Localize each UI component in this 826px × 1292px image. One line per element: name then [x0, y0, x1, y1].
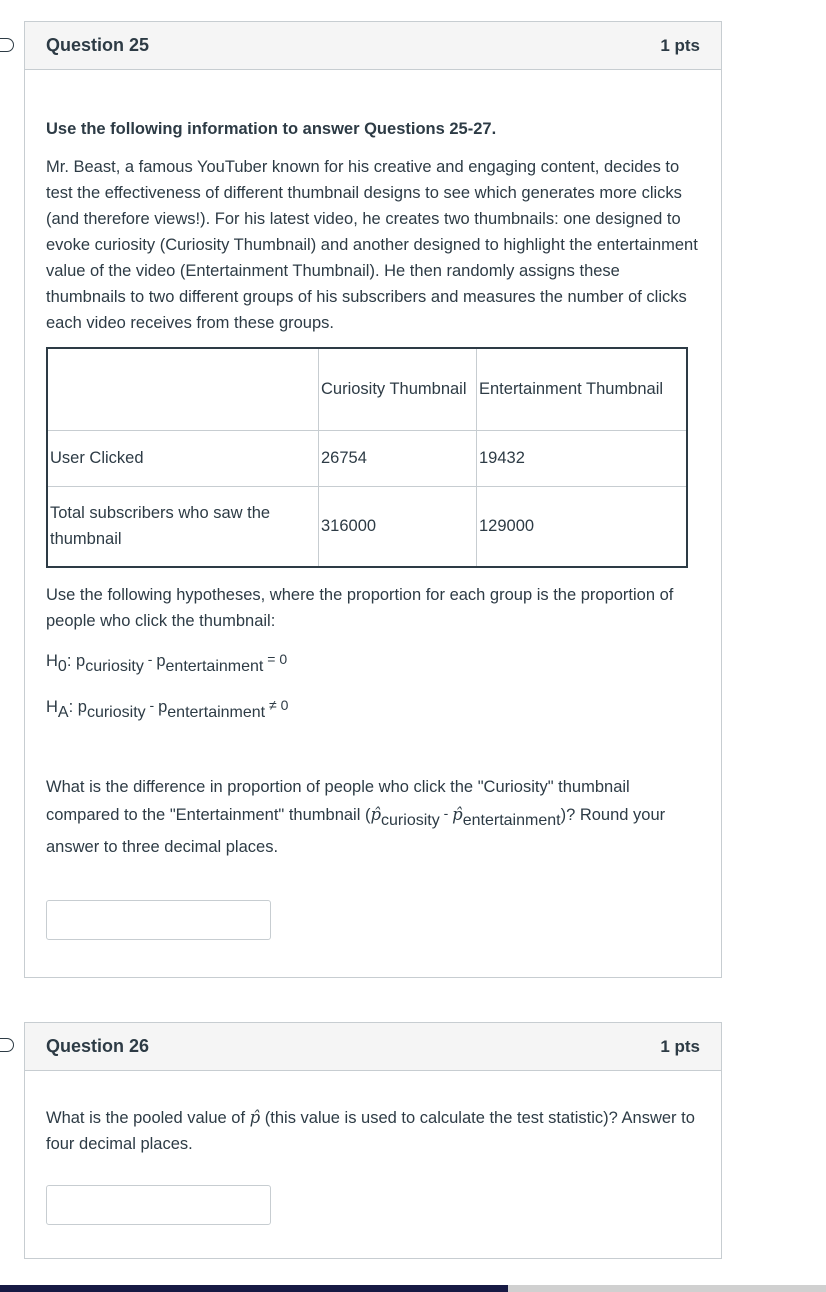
question-26-prompt [46, 1105, 700, 1157]
h0-colon: : [66, 652, 76, 670]
question-26-title: Question 26 [46, 1036, 150, 1056]
h0-relation: = 0 [263, 651, 288, 667]
q26-prompt-part2: (this value is used to calculate the test statistic)? Answer to four decimal places. [46, 1109, 695, 1153]
prompt-sub-entertainment: entertainment [462, 812, 561, 829]
q26-prompt-part1: What is the pooled value of [46, 1109, 250, 1127]
h0-sub: 0 [57, 658, 67, 675]
ha-sub-curiosity: curiosity [86, 704, 146, 721]
prompt-part1: What is the difference in proportion of people who click the "Curiosity" thumbnail compared to the "Entertainment" thumbnail ( [46, 778, 630, 824]
question-26-body [25, 1105, 721, 1225]
question-25-body [25, 116, 721, 940]
null-hypothesis [46, 646, 700, 680]
cell-entertainment: 19432 [477, 430, 688, 486]
h0-p: p [76, 652, 86, 670]
h0-p2: p [156, 652, 166, 670]
ha-p: p [77, 698, 87, 716]
h0-sub-entertainment: entertainment [165, 658, 264, 675]
q26-phat: p̂ [249, 1108, 261, 1127]
ha-p2: p [158, 698, 168, 716]
question-26 [24, 1022, 722, 1259]
phat-curiosity: p̂ [370, 805, 382, 824]
question-25-title: Question 25 [46, 35, 150, 55]
ha-letter: H [46, 698, 58, 716]
cell-curiosity: 26754 [319, 430, 477, 486]
prompt-minus: - [439, 805, 453, 821]
hypotheses-intro: Use the following hypotheses, where the proportion for each group is the proportion of people who click the thumbnail: [46, 586, 674, 630]
prompt-part2: )? Round your answer to three decimal places. [46, 806, 666, 856]
bottom-progress-bar [0, 1285, 826, 1292]
h0-sub-curiosity: curiosity [85, 658, 144, 675]
table-row [47, 486, 687, 567]
flag-question-26-icon[interactable] [0, 1038, 14, 1052]
intro-heading: Use the following information to answer Questions 25-27. [46, 120, 497, 138]
cell-entertainment: 129000 [477, 486, 688, 567]
bottom-progress-fill [0, 1285, 508, 1292]
question-25-header [25, 22, 721, 70]
ha-sub-entertainment: entertainment [167, 704, 266, 721]
ha-minus: - [145, 697, 159, 713]
table-header-empty [47, 348, 319, 430]
row-label: User Clicked [47, 430, 319, 486]
question-26-answer-input[interactable] [46, 1185, 271, 1225]
intro-text: Mr. Beast, a famous YouTuber known for his creative and engaging content, decides to test the effectiveness of different thumbnail designs to see which generates more clicks (and therefore views!). For his latest video, he creates two thumbnails: one designed to evoke curiosity (Curiosity Thumbnail) and another designed to highlight the entertainment value of the video (Entertainment Thumbnail). He then randomly assigns these thumbnails to two different groups of his subscribers and measures the number of clicks each video receives from these groups. [46, 158, 698, 332]
data-table [46, 347, 688, 568]
table-row [47, 430, 687, 486]
alternative-hypothesis [46, 692, 700, 726]
table-header-curiosity: Curiosity Thumbnail [319, 348, 477, 430]
h0-letter: H [46, 652, 58, 670]
phat-entertainment: p̂ [452, 805, 463, 824]
question-25 [24, 21, 722, 978]
table-header-entertainment: Entertainment Thumbnail [477, 348, 688, 430]
h0-minus: - [143, 651, 157, 667]
flag-question-25-icon[interactable] [0, 38, 14, 52]
ha-colon: : [68, 698, 78, 716]
question-26-points: 1 pts [660, 1036, 700, 1056]
question-25-answer-input[interactable] [46, 900, 271, 940]
cell-curiosity: 316000 [319, 486, 477, 567]
prompt-sub-curiosity: curiosity [381, 812, 440, 829]
question-25-points: 1 pts [660, 35, 700, 55]
ha-relation: ≠ 0 [265, 697, 289, 713]
ha-sub: A [57, 704, 69, 721]
question-26-header [25, 1023, 721, 1071]
question-25-prompt [46, 774, 700, 860]
row-label: Total subscribers who saw the thumbnail [47, 486, 319, 567]
